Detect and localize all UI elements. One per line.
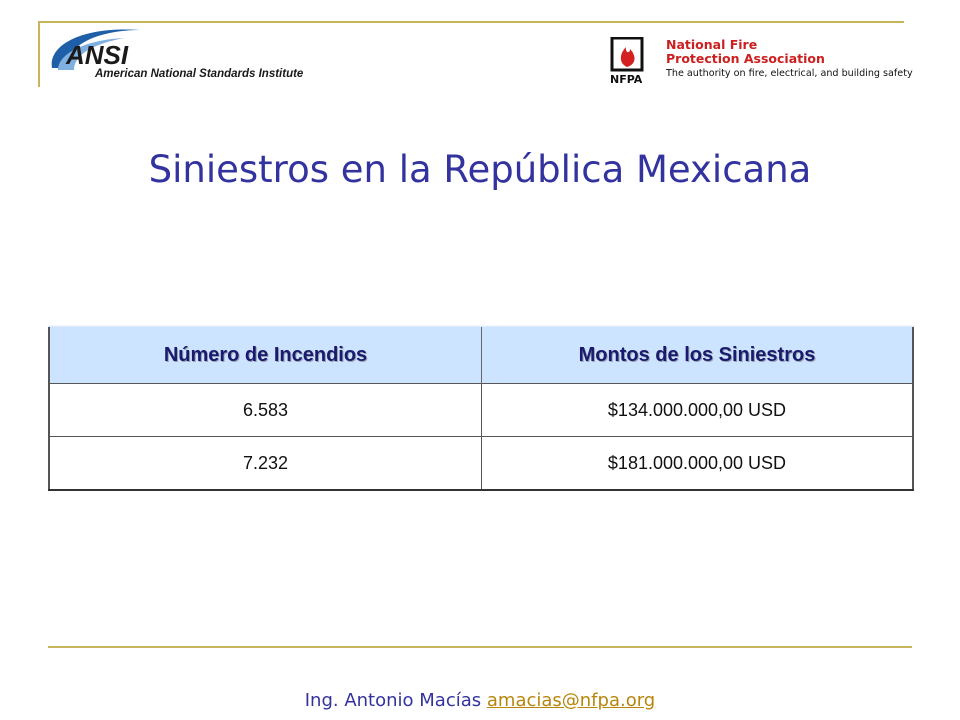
nfpa-name-line2: Protection Association <box>666 51 825 66</box>
table-row <box>49 384 913 437</box>
table-header-row <box>49 327 913 384</box>
ansi-logo-text: ANSI <box>66 40 129 70</box>
footer-author: Ing. Antonio Macías <box>304 690 482 711</box>
cell-fires: 6.583 <box>49 384 482 437</box>
slide-title: Siniestros en la República Mexicana <box>148 148 812 191</box>
column-header-fires: Número de Incendios <box>49 327 482 384</box>
footer <box>0 690 960 711</box>
column-header-amounts: Montos de los Siniestros <box>482 327 914 384</box>
nfpa-logo <box>610 37 658 85</box>
footer-email-link[interactable]: amacias@nfpa.org <box>486 690 656 711</box>
ansi-caption: American National Standards Institute <box>95 68 304 80</box>
left-divider <box>38 21 40 87</box>
nfpa-tagline: The authority on fire, electrical, and building safety <box>666 68 913 79</box>
nfpa-logo-text: NFPA <box>610 73 643 85</box>
ansi-logo <box>44 24 324 90</box>
nfpa-name-line1: National Fire <box>666 37 758 52</box>
nfpa-wordmark <box>666 38 913 80</box>
top-divider <box>38 21 904 23</box>
cell-amount: $134.000.000,00 USD <box>482 384 914 437</box>
fires-table <box>48 327 914 491</box>
cell-fires: 7.232 <box>49 437 482 491</box>
cell-amount: $181.000.000,00 USD <box>482 437 914 491</box>
bottom-divider <box>48 646 912 648</box>
table-row <box>49 437 913 491</box>
